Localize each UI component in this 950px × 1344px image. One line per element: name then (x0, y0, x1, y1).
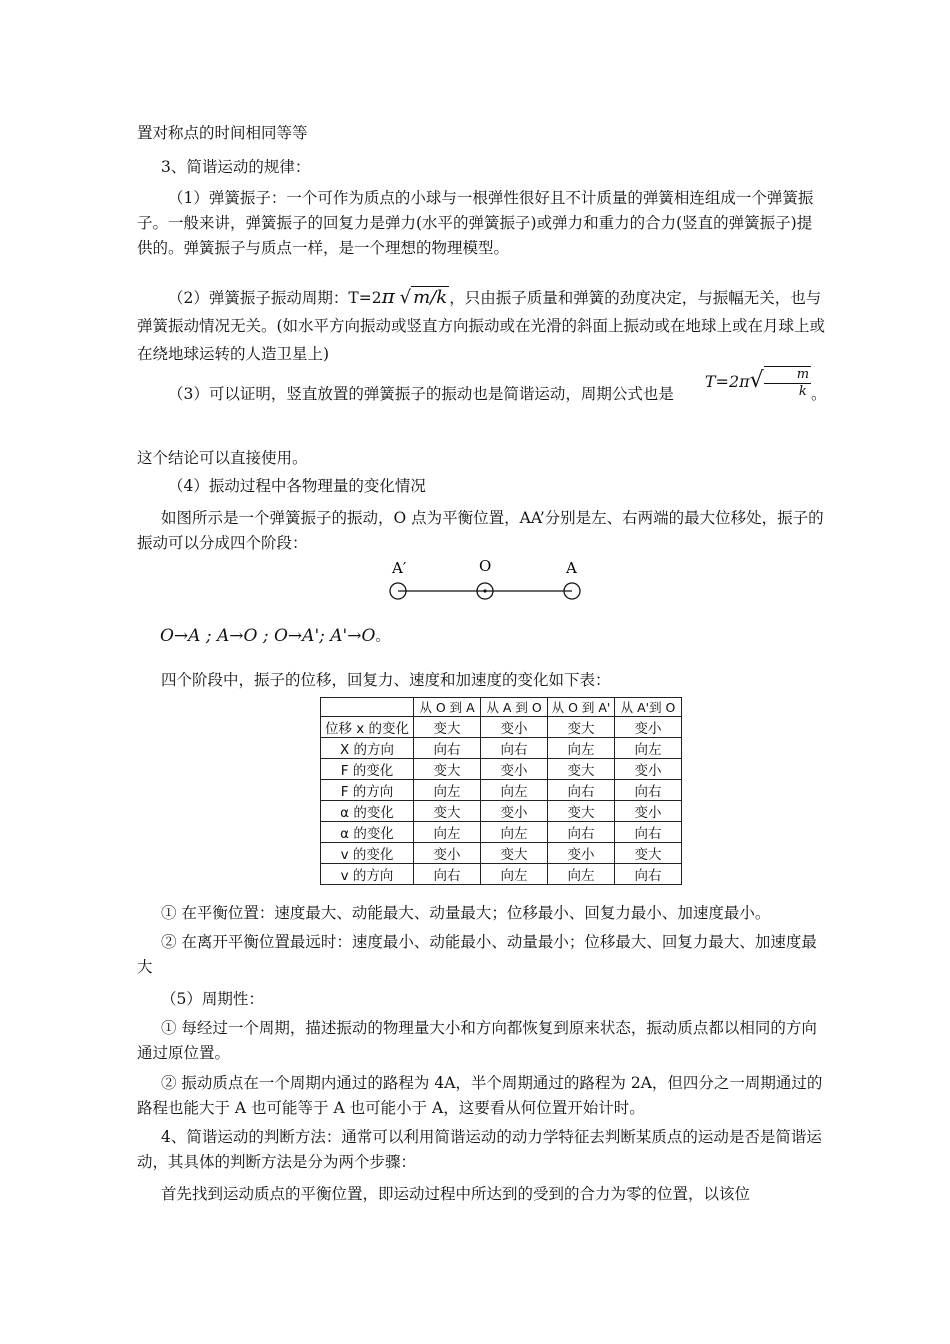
sqrt-symbol: √ (399, 287, 412, 308)
variation-table (320, 697, 682, 885)
section-5-title: （5）周期性： (161, 990, 264, 1008)
table-row (321, 822, 682, 843)
paragraph-point-1: ① 在平衡位置：速度最大、动能最大、动量最大；位移最小、回复力最小、加速度最小。 (161, 904, 771, 922)
table-cell: 向左 (414, 780, 481, 801)
table-cell: 向右 (548, 780, 615, 801)
table-cell: 向左 (548, 738, 615, 759)
table-cell: 变小 (615, 801, 682, 822)
table-cell: α 的变化 (321, 822, 414, 843)
table-cell: 向左 (481, 822, 548, 843)
section-3-title: 3、简谐运动的规律： (161, 158, 311, 176)
fraction-denominator: k (798, 384, 807, 399)
table-cell: F 的变化 (321, 759, 414, 780)
table-row (321, 843, 682, 864)
stages-end: 。 (375, 629, 390, 645)
table-row (321, 801, 682, 822)
table-cell: 向左 (414, 822, 481, 843)
table-cell: v 的方向 (321, 864, 414, 885)
mid-dot (483, 589, 486, 592)
table-cell: 变大 (414, 759, 481, 780)
table-cell: α 的变化 (321, 801, 414, 822)
table-cell: 变小 (615, 717, 682, 738)
table-cell: 变大 (615, 843, 682, 864)
paragraph-last: 首先找到运动质点的平衡位置，即运动过程中所达到的受到的合力为零的位置，以该位 (161, 1185, 751, 1203)
paragraph-vertical-spring (137, 367, 827, 412)
sqrt-symbol-2: √ (749, 368, 764, 393)
table-cell: 向右 (615, 822, 682, 843)
table-header-cell: 从 O 到 A (414, 698, 481, 717)
table-cell: 向右 (615, 864, 682, 885)
label-o: O (479, 557, 492, 575)
table-cell: 变小 (615, 759, 682, 780)
fraction-m-over-k (764, 366, 811, 400)
table-cell: 变小 (548, 843, 615, 864)
table-row (321, 717, 682, 738)
table-cell: 变大 (548, 717, 615, 738)
table-cell: 变大 (414, 717, 481, 738)
paragraph-periodic-1: ① 每经过一个周期，描述振动的物理量大小和方向都恢复到原来状态，振动质点都以相同的方向通过原位置。 (137, 1019, 817, 1062)
table-header-cell: 从 A'到 O (615, 698, 682, 717)
table-cell: 向左 (481, 864, 548, 885)
table-cell: F 的方向 (321, 780, 414, 801)
table-cell: 变小 (414, 843, 481, 864)
vertical-period-formula (674, 366, 811, 400)
table-cell: 变大 (548, 801, 615, 822)
label-a-prime: A′ (392, 559, 407, 577)
label-a: A (566, 559, 577, 577)
paragraph-conclusion: 这个结论可以直接使用。 (137, 449, 308, 467)
table-cell: 向右 (481, 738, 548, 759)
table-row (321, 864, 682, 885)
table-cell: 向左 (548, 864, 615, 885)
oscillator-diagram (380, 555, 590, 605)
table-cell: 向左 (481, 780, 548, 801)
table-cell: 变小 (481, 801, 548, 822)
table-row (321, 738, 682, 759)
table-cell: 向右 (548, 822, 615, 843)
paragraph-table-intro: 四个阶段中，振子的位移，回复力、速度和加速度的变化如下表： (161, 671, 611, 689)
table-header-cell: 从 O 到 A' (548, 698, 615, 717)
paragraph-point-2: ② 在离开平衡位置最远时：速度最小、动能最小、动量最小；位移最大、回复力最大、加速度最大 (137, 933, 817, 976)
paragraph-diagram-desc: 如图所示是一个弹簧振子的振动，O 点为平衡位置，AA’分别是左、右两端的最大位移处，振子的振动可以分成四个阶段： (137, 509, 824, 552)
table-cell: 变大 (548, 759, 615, 780)
vertical-text-a: （3）可以证明，竖直放置的弹簧振子的振动也是简谐运动，周期公式也是 (168, 385, 674, 403)
table-cell: 位移 x 的变化 (321, 717, 414, 738)
table-header-row (321, 698, 682, 717)
table-cell: 向右 (414, 864, 481, 885)
table-row (321, 759, 682, 780)
table-header-cell (321, 698, 414, 717)
table-cell: v 的变化 (321, 843, 414, 864)
fraction-numerator: m (764, 367, 811, 384)
pi-symbol: π (381, 284, 395, 308)
paragraph-spring-oscillator: （1）弹簧振子：一个可作为质点的小球与一根弹性很好且不计质量的弹簧相连组成一个弹簧振子。一般来讲，弹簧振子的回复力是弹力(水平的弹簧振子)或弹力和重力的合力(竖直的弹簧振子)提供的。弹簧振子与质点一样，是一个理想的物理模型。 (137, 189, 814, 257)
paragraph-stages (160, 624, 850, 650)
paragraph-periodic-2: ② 振动质点在一个周期内通过的路程为 4A，半个周期通过的路程为 2A，但四分之一周期通过的路程也能大于 A 也可能等于 A 也可能小于 A，这要看从何位置开始计时。 (137, 1074, 823, 1117)
sqrt-content: m/k (413, 287, 448, 308)
paragraph-judge: 4、简谐运动的判断方法：通常可以利用简谐运动的动力学特征去判断某质点的运动是否是简谐运动，其具体的判断方法是分为两个步骤： (137, 1128, 822, 1171)
section-4-title: （4）振动过程中各物理量的变化情况 (168, 477, 426, 495)
table-cell: 向右 (414, 738, 481, 759)
period-text-a: （2）弹簧振子振动周期：T=2 (168, 289, 382, 307)
table-cell: 变小 (481, 717, 548, 738)
table-header-cell: 从 A 到 O (481, 698, 548, 717)
formula-t2pi: T=2π (704, 372, 750, 391)
paragraph-top: 置对称点的时间相同等等 (137, 124, 308, 142)
period-text-b: ，只由振子质量和弹簧的劲度决定，与振幅无关，也与弹簧振动情况无关。(如水平方向振动或竖直方向振动或在光滑的斜面上振动或在地球上或在月球上或在绕地球运转的人造卫星上) (137, 289, 826, 363)
table-cell: 变大 (481, 843, 548, 864)
table-cell: 变小 (481, 759, 548, 780)
table-cell: X 的方向 (321, 738, 414, 759)
stages-formula: O→A ; A→O ; O→A'; A'→O (160, 626, 376, 646)
paragraph-spring-period (137, 282, 827, 368)
table-cell: 变大 (414, 801, 481, 822)
vertical-end: 。 (811, 385, 827, 403)
table-row (321, 780, 682, 801)
table-cell: 向左 (615, 738, 682, 759)
table-cell: 向右 (615, 780, 682, 801)
